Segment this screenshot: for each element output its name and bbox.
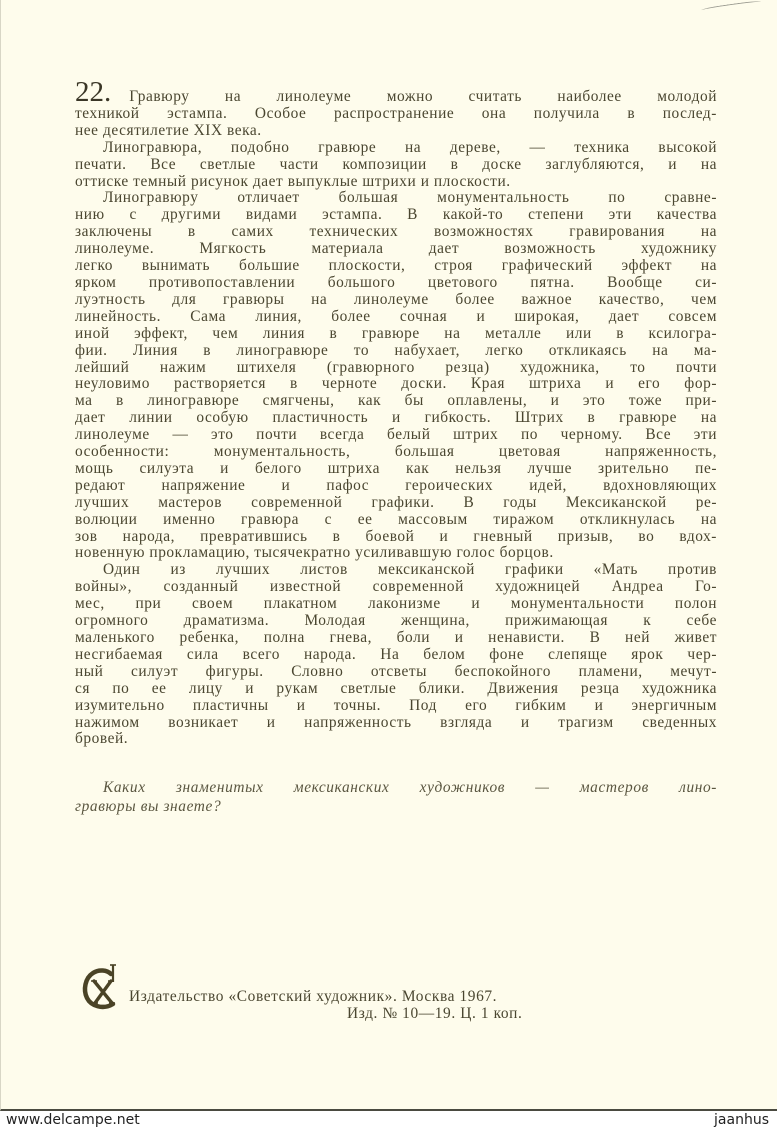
description-text [75, 76, 717, 748]
text-line: волюции именно гравюра с ее массовым тиражом откликнулась на [75, 510, 717, 528]
text-line: нее десятилетие XIX века. [75, 121, 262, 139]
text-line: нажимом возникает и напряженность взгляда и трагизм сведенных [75, 713, 717, 731]
text-line: несгибаемая сила всего народа. На белом фоне слепяще ярок чер- [75, 645, 717, 663]
text-line: фии. Линия в линогравюре то набухает, легко откликаясь на ма- [75, 341, 717, 359]
question-text [75, 778, 717, 816]
text-line: особенности: монументальность, большая цветовая напряженность, [75, 443, 717, 461]
text-line: линолеуме — это почти всегда белый штрих по черному. Все эти [75, 426, 717, 444]
text-line: мес, при своем плакатном лаконизме и монументальности полон [75, 595, 717, 613]
text-line: печати. Все светлые части композиции в доске заглубляются, и на [75, 155, 717, 173]
text-line: ный силуэт фигуры. Словно отсветы беспокойного пламени, мечут- [75, 662, 717, 680]
publisher-imprint [77, 962, 637, 1022]
text-line: нию с другими видами эстампа. В какой-то степени эти качества [75, 206, 717, 224]
text-line: зов народа, превратившись в боевой и гневный призыв, во вдох- [75, 527, 717, 545]
card-number: 22. [75, 76, 112, 108]
text-line: изумительно пластичны и точны. Под его гибким и энергичным [75, 696, 717, 714]
publisher-logo-icon [77, 962, 123, 1014]
text-line: войны», созданный известной современной художницей Андреа Го- [75, 578, 717, 596]
text-line: дает линии особую пластичность и гибкость. Штрих в гравюре на [75, 409, 717, 427]
text-line: Линогравюру отличает большая монументальность по сравне- [103, 189, 717, 207]
question-line: гравюры вы знаете? [75, 798, 222, 815]
scratch-mark [701, 0, 761, 12]
text-line: бровей. [75, 730, 129, 748]
text-line: новенную прокламацию, тысячекратно усиливавшую голос борцов. [75, 544, 554, 562]
watermark-site: www.delcampe.net [6, 1112, 140, 1128]
text-line: лучших мастеров современной графики. В годы Мексиканской ре- [75, 493, 717, 511]
text-line: техникой эстампа. Особое распространение она получила в послед- [75, 104, 717, 122]
text-line: линейность. Сама линия, более сочная и широкая, дает совсем [75, 307, 717, 325]
text-line: оттиске темный рисунок дает выпуклые штрихи и плоскости. [75, 172, 511, 190]
text-line: легко вынимать большие плоскости, строя графический эффект на [75, 257, 717, 275]
watermark-seller: jaanhus [714, 1112, 769, 1128]
text-line: Один из лучших листов мексиканской графики «Мать против [103, 561, 717, 579]
text-line: Линогравюра, подобно гравюре на дереве, — техника высокой [103, 138, 717, 156]
first-line [75, 76, 717, 108]
question-line: Каких знаменитых мексиканских художников — мастеров лино- [103, 779, 717, 796]
publisher-line: Издательство «Советский художник». Москва 1967. [129, 988, 498, 1005]
text-line: неуловимо растворяется в черноте доски. Края штриха и его фор- [75, 375, 717, 393]
text-line: мощь силуэта и белого штриха как нельзя лучше зрительно пе- [75, 459, 717, 477]
text-line: лейший нажим штихеля (гравюрного резца) художника, то почти [75, 358, 717, 376]
watermark-bar [0, 1111, 777, 1131]
text-line: редают напряжение и пафос героических идей, вдохновляющих [75, 476, 717, 494]
text-line: ма в линогравюре смягчены, как бы оплавлены, и это тоже при- [75, 392, 717, 410]
text-line: луэтность для гравюры на линолеуме более важное качество, чем [75, 290, 717, 308]
text-line: Гравюру на линолеуме можно считать наиболее молодой [129, 88, 717, 105]
text-line: иной эффект, чем линия в гравюре на металле или в ксилогра- [75, 324, 717, 342]
text-line: огромного драматизма. Молодая женщина, прижимающая к себе [75, 612, 717, 630]
text-line: ся по ее лицу и рукам светлые блики. Движения резца художника [75, 679, 717, 697]
text-line: ярком противопоставлении большого цветового пятна. Вообще си- [75, 273, 717, 291]
edition-line: Изд. № 10—19. Ц. 1 коп. [347, 1005, 523, 1022]
text-line: заключены в самих технических возможностях гравирования на [75, 223, 717, 241]
text-line: линолеуме. Мягкость материала дает возможность художнику [75, 240, 717, 258]
text-line: маленького ребенка, полна гнева, боли и ненависти. В ней живет [75, 629, 717, 646]
